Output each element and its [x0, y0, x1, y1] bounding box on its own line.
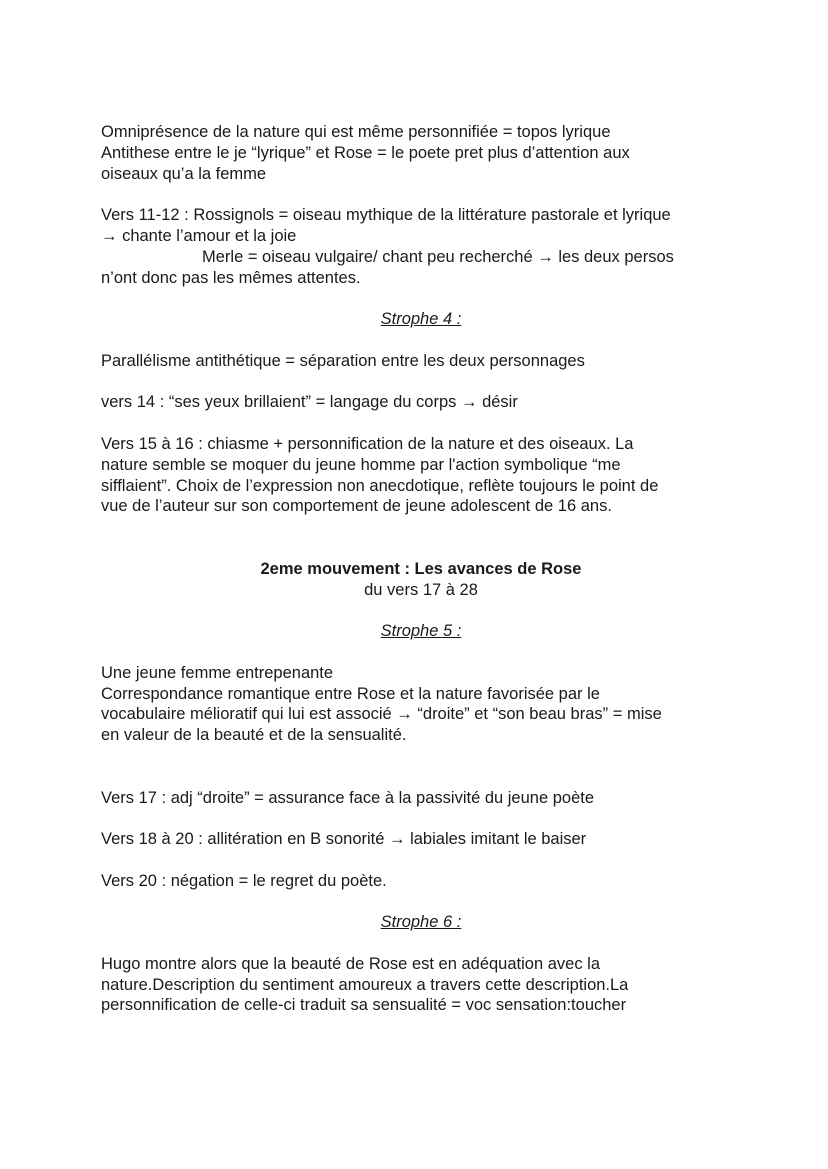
- text-line: Vers 11-12 : Rossignols = oiseau mythique de la littérature pastorale et lyrique: [101, 206, 671, 225]
- strophe-4-heading: Strophe 4 :: [380, 310, 462, 329]
- text-line: nature semble se moquer du jeune homme par l'action symbolique “me: [101, 455, 621, 474]
- strophe-6-heading: Strophe 6 :: [380, 913, 462, 932]
- text-line: Omniprésence de la nature qui est même personnifiée = topos lyrique: [101, 123, 611, 141]
- text-line: Une jeune femme entrepenante: [101, 663, 334, 682]
- text-line: Vers 18 à 20 : allitération en B sonorité → labiales imitant le baiser: [101, 830, 587, 849]
- text-line: Merle = oiseau vulgaire/ chant peu recherché → les deux persos: [202, 247, 674, 266]
- text-line: Vers 15 à 16 : chiasme + personnification de la nature et des oiseaux. La: [101, 434, 634, 453]
- document-content: [101, 122, 741, 1016]
- text-line: sifflaient”. Choix de l’expression non anecdotique, reflète toujours le point de: [101, 476, 659, 495]
- text-line: Vers 20 : négation = le regret du poète.: [101, 871, 387, 890]
- text-line: vers 14 : “ses yeux brillaient” = langage du corps → désir: [101, 393, 518, 412]
- text-line: Correspondance romantique entre Rose et la nature favorisée par le: [101, 684, 600, 703]
- text-line: Vers 17 : adj “droite” = assurance face à la passivité du jeune poète: [101, 788, 595, 807]
- text-line: personnification de celle-ci traduit sa sensualité = voc sensation:toucher: [101, 996, 627, 1015]
- text-line: oiseaux qu’a la femme: [101, 164, 267, 183]
- text-line: n’ont donc pas les mêmes attentes.: [101, 268, 361, 287]
- text-line: vocabulaire mélioratif qui lui est associé → “droite” et “son beau bras” = mise: [101, 705, 662, 724]
- text-line: vue de l’auteur sur son comportement de jeune adolescent de 16 ans.: [101, 497, 612, 516]
- movement-2-heading: 2eme mouvement : Les avances de Rose: [260, 559, 582, 578]
- movement-2-subtitle: du vers 17 à 28: [364, 580, 478, 599]
- strophe-5-heading: Strophe 5 :: [380, 622, 462, 641]
- text-line: Hugo montre alors que la beauté de Rose est en adéquation avec la: [101, 954, 601, 973]
- text-line: → chante l’amour et la joie: [101, 226, 297, 245]
- text-line: Parallélisme antithétique = séparation entre les deux personnages: [101, 351, 585, 370]
- text-line: Antithese entre le je “lyrique” et Rose = le poete pret plus d’attention aux: [101, 143, 630, 162]
- text-line: nature.Description du sentiment amoureux a travers cette description.La: [101, 975, 629, 994]
- text-line: en valeur de la beauté et de la sensualité.: [101, 726, 407, 745]
